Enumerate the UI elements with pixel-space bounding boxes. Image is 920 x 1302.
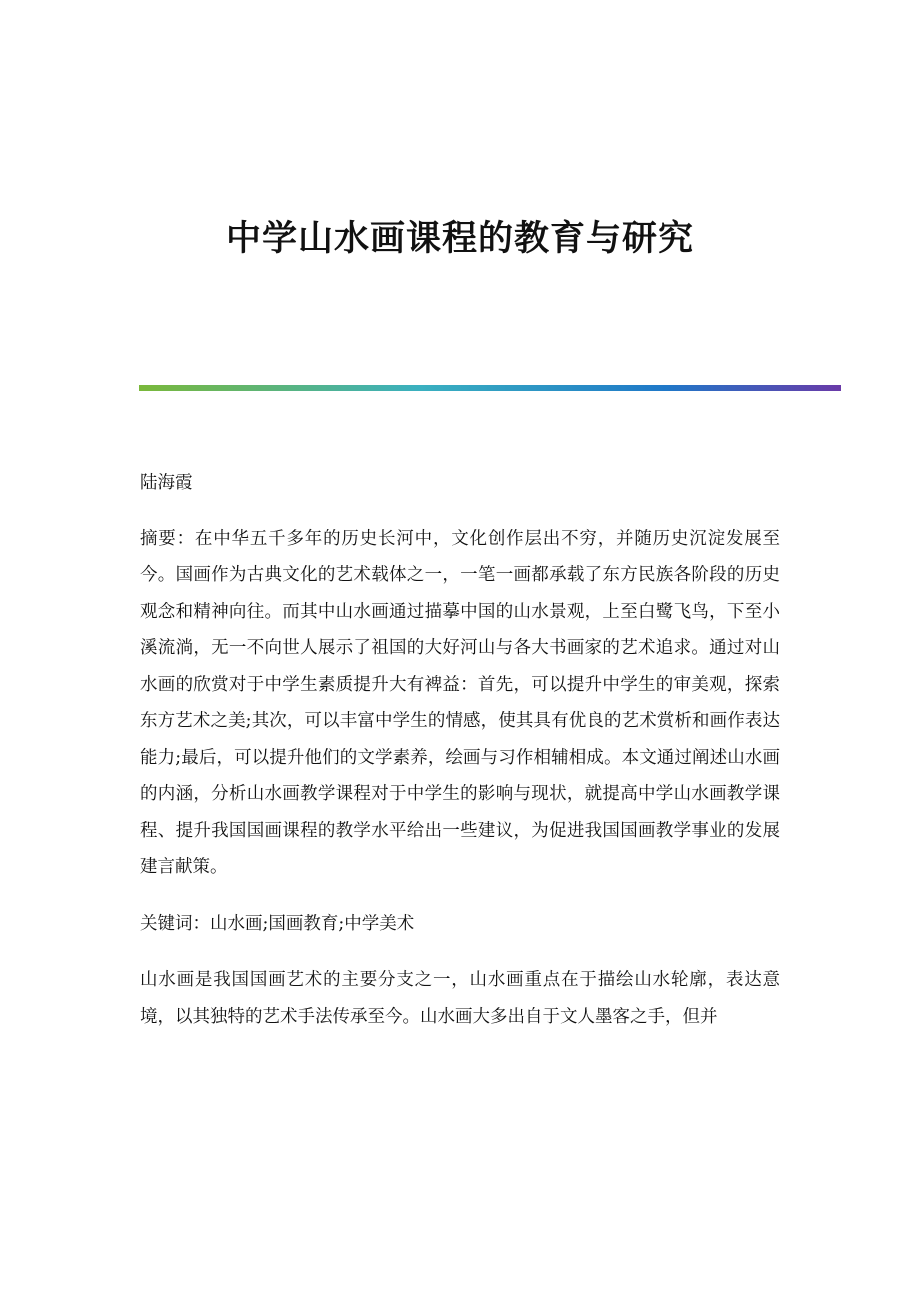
abstract-paragraph: 摘要：在中华五千多年的历史长河中，文化创作层出不穷，并随历史沉淀发展至今。国画作为古典文化的艺术载体之一，一笔一画都承载了东方民族各阶段的历史观念和精神向往。而其中山水画通过描摹中国的山水景观，上至白鹭飞鸟，下至小溪流淌，无一不向世人展示了祖国的大好河山与各大书画家的艺术追求。通过对山水画的欣赏对于中学生素质提升大有裨益：首先，可以提升中学生的审美观，探索东方艺术之美;其次，可以丰富中学生的情感，使其具有优良的艺术赏析和画作表达能力;最后，可以提升他们的文学素养，绘画与习作相辅相成。本文通过阐述山水画的内涵，分析山水画教学课程对于中学生的影响与现状，就提高中学山水画教学课程、提升我国国画课程的教学水平给出一些建议，为促进我国国画教学事业的发展建言献策。 (140, 528, 780, 877)
document-title: 中学山水画课程的教育与研究 (225, 218, 694, 259)
title-divider (139, 385, 841, 391)
body-paragraph: 山水画是我国国画艺术的主要分支之一，山水画重点在于描绘山水轮廓，表达意境，以其独特的艺术手法传承至今。山水画大多出自于文人墨客之手，但并 (140, 970, 780, 1027)
keywords-line: 关键词：山水画;国画教育;中学美术 (140, 913, 415, 934)
author-name: 陆海霞 (140, 473, 193, 493)
document-body (140, 465, 780, 1035)
